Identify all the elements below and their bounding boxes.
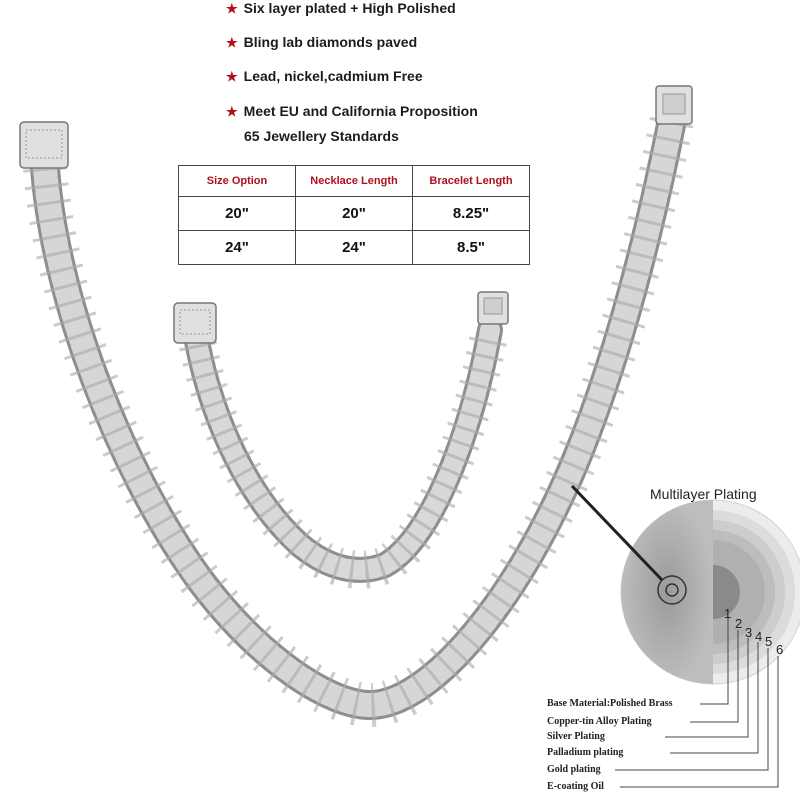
table-cell: 24"	[296, 231, 413, 265]
table-cell: 20"	[296, 197, 413, 231]
table-cell: 24"	[179, 231, 296, 265]
layer-number: 1	[724, 606, 732, 621]
star-icon: ★	[226, 1, 238, 16]
feature-text: Six layer plated + High Polished	[243, 0, 456, 16]
plating-label-silver: Silver Plating	[547, 731, 605, 742]
necklace-clasp-left	[20, 122, 68, 168]
bracelet-clasp-left	[174, 303, 216, 343]
plating-label-gold: Gold plating	[547, 764, 601, 775]
plating-label-base: Base Material:Polished Brass	[547, 698, 673, 709]
table-cell: 20"	[179, 197, 296, 231]
feature-text: Bling lab diamonds paved	[243, 34, 418, 50]
necklace-clasp-right	[656, 86, 692, 124]
feature-text: Lead, nickel,cadmium Free	[243, 68, 423, 84]
feature-text-continued: 65 Jewellery Standards	[244, 128, 399, 144]
header-bracelet-length: Bracelet Length	[413, 166, 530, 197]
bracelet-clasp-right	[478, 292, 508, 324]
necklace-chain	[45, 120, 672, 705]
layer-number: 6	[776, 642, 784, 657]
layer-number: 4	[755, 629, 763, 644]
star-icon: ★	[226, 35, 238, 50]
header-size-option: Size Option	[179, 166, 296, 197]
plating-label-copper-tin: Copper-tin Alloy Plating	[547, 716, 652, 727]
table-cell: 8.25"	[413, 197, 530, 231]
plating-label-ecoating: E-coating Oil	[547, 781, 604, 792]
star-icon: ★	[226, 104, 238, 119]
plating-title: Multilayer Plating	[650, 486, 757, 502]
table-cell: 8.5"	[413, 231, 530, 265]
bracelet-chain	[195, 330, 490, 570]
feature-text: Meet EU and California Proposition	[243, 103, 478, 119]
header-necklace-length: Necklace Length	[296, 166, 413, 197]
layer-number: 5	[765, 634, 773, 649]
plating-label-palladium: Palladium plating	[547, 747, 624, 758]
star-icon: ★	[226, 69, 238, 84]
layer-number: 3	[745, 625, 753, 640]
layer-number: 2	[735, 616, 743, 631]
